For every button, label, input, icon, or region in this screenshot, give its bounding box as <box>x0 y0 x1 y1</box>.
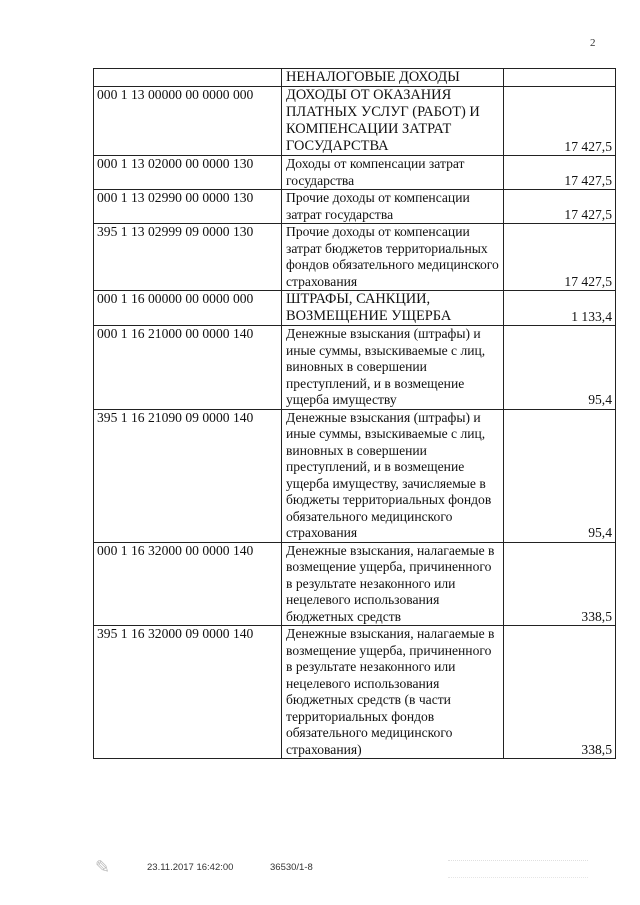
revenue-table <box>93 68 616 759</box>
row-code: 395 1 13 02999 09 0000 130 <box>94 224 282 291</box>
row-code: 000 1 16 32000 00 0000 140 <box>94 542 282 626</box>
table-row <box>94 326 616 410</box>
row-code: 000 1 13 02000 00 0000 130 <box>94 156 282 190</box>
row-code: 000 1 13 00000 00 0000 000 <box>94 87 282 156</box>
row-name: Доходы от компенсации затрат государства <box>282 156 504 190</box>
row-code: 395 1 16 21090 09 0000 140 <box>94 409 282 542</box>
row-name: ШТРАФЫ, САНКЦИИ, ВОЗМЕЩЕНИЕ УЩЕРБА <box>282 291 504 326</box>
footer-doc-number: 36530/1-8 <box>270 862 313 873</box>
row-code: 000 1 16 00000 00 0000 000 <box>94 291 282 326</box>
row-sum: 17 427,5 <box>504 87 616 156</box>
row-sum: 95,4 <box>504 409 616 542</box>
row-name: Прочие доходы от компенсации затрат государства <box>282 190 504 224</box>
row-name: НЕНАЛОГОВЫЕ ДОХОДЫ <box>282 69 504 87</box>
table-row <box>94 409 616 542</box>
table-row <box>94 87 616 156</box>
row-sum <box>504 69 616 87</box>
row-code: 000 1 16 21000 00 0000 140 <box>94 326 282 410</box>
row-sum: 17 427,5 <box>504 156 616 190</box>
row-code: 395 1 16 32000 09 0000 140 <box>94 626 282 759</box>
revenue-table-body <box>94 69 616 759</box>
row-sum: 338,5 <box>504 542 616 626</box>
faint-watermark <box>448 860 588 878</box>
row-name: Денежные взыскания (штрафы) и иные суммы, взыскиваемые с лиц, виновных в совершении преступлений, и в возмещение ущерба имуществу, зачисляемые в бюджеты территориальных фондов обязательного медицинского страхования <box>282 409 504 542</box>
row-sum: 95,4 <box>504 326 616 410</box>
table-row <box>94 156 616 190</box>
table-row <box>94 542 616 626</box>
table-row <box>94 69 616 87</box>
table-row <box>94 626 616 759</box>
row-name: ДОХОДЫ ОТ ОКАЗАНИЯ ПЛАТНЫХ УСЛУГ (РАБОТ) И КОМПЕНСАЦИИ ЗАТРАТ ГОСУДАРСТВА <box>282 87 504 156</box>
footer-timestamp: 23.11.2017 16:42:00 <box>147 862 234 873</box>
row-sum: 1 133,4 <box>504 291 616 326</box>
table-row <box>94 291 616 326</box>
row-name: Прочие доходы от компенсации затрат бюджетов территориальных фондов обязательного медицинского страхования <box>282 224 504 291</box>
table-row <box>94 224 616 291</box>
row-name: Денежные взыскания, налагаемые в возмещение ущерба, причиненного в результате незаконного или нецелевого использования бюджетных средств <box>282 542 504 626</box>
row-sum: 17 427,5 <box>504 190 616 224</box>
row-sum: 338,5 <box>504 626 616 759</box>
signature-stamp-icon: ✎ <box>95 857 111 877</box>
row-name: Денежные взыскания, налагаемые в возмещение ущерба, причиненного в результате незаконного или нецелевого использования бюджетных средств (в части территориальных фондов обязательного медицинского страхования) <box>282 626 504 759</box>
row-code: 000 1 13 02990 00 0000 130 <box>94 190 282 224</box>
row-sum: 17 427,5 <box>504 224 616 291</box>
table-row <box>94 190 616 224</box>
row-code <box>94 69 282 87</box>
page-number: 2 <box>590 37 596 49</box>
document-footer <box>0 858 640 888</box>
row-name: Денежные взыскания (штрафы) и иные суммы, взыскиваемые с лиц, виновных в совершении преступлений, и в возмещение ущерба имуществу <box>282 326 504 410</box>
